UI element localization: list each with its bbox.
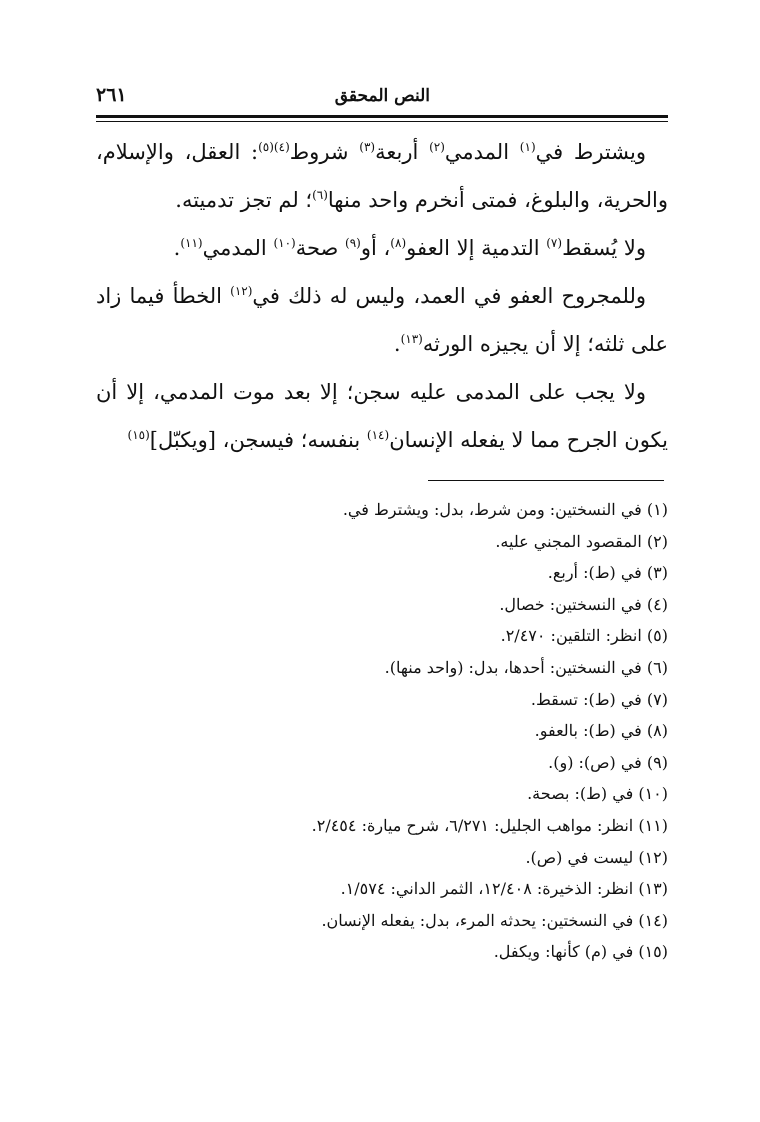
footnote-14: (١٤) في النسختين: يحدثه المرء، بدل: يفعله الإنسان.: [321, 910, 668, 930]
footnote-ref: (١٤): [366, 428, 390, 442]
text-run: صحة: [295, 236, 346, 260]
footnote-15: (١٥) في (م) كأنها: ويكفل.: [493, 942, 668, 962]
footnote-8: (٨) في (ط): بالعفو.: [534, 721, 668, 741]
text-run: ويشترط في: [535, 140, 646, 164]
text-run: وللمجروح العفو في العمد، وليس له ذلك في: [252, 284, 646, 308]
footnote-ref: (٢): [429, 140, 445, 154]
footnote-ref: (١٠): [273, 236, 296, 250]
footnote-ref: (١٥): [127, 428, 150, 442]
main-text: [96, 128, 668, 464]
text-run: ولا يجب على المدمى عليه سجن؛ إلا بعد موت المدمي، إلا أن يكون الجرح مما لا يفعله الإنسان: [96, 380, 668, 452]
paragraph-3: [96, 272, 668, 368]
text-run: بنفسه؛ فيسجن، [ويكبّل]: [149, 428, 367, 452]
footnote-4: (٤) في النسختين: خصال.: [499, 594, 668, 614]
page-title: النص المحقق: [334, 86, 430, 106]
text-run: التدمية إلا العفو: [406, 236, 547, 260]
text-run: ، أو: [360, 236, 391, 260]
footnote-12: (١٢) ليست في (ص).: [525, 847, 668, 867]
footnote-3: (٣) في (ط): أربع.: [547, 563, 668, 583]
footnote-ref: (١): [519, 140, 536, 154]
footnote-9: (٩) في (ص): (و).: [548, 752, 668, 772]
footnote-ref: (٨): [390, 236, 407, 250]
footnote-13: (١٣) انظر: الذخيرة: ١٢/٤٠٨، الثمر الداني: ١/٥٧٤.: [340, 879, 668, 899]
header-rule-thin: [96, 121, 668, 122]
footnote-1: (١) في النسختين: ومن شرط، بدل: ويشترط في.: [342, 500, 668, 519]
paragraph-1: [96, 128, 668, 224]
text-run: ؛ لم تجز تدميته.: [175, 188, 313, 212]
footnote-5: (٥) انظر: التلقين: ٢/٤٧٠.: [500, 626, 668, 646]
text-run: أربعة: [375, 140, 430, 164]
running-header: [96, 84, 668, 114]
footnote-7: (٧) في (ط): تسقط.: [530, 689, 668, 709]
text-run: المدمي: [202, 236, 274, 260]
text-run: .: [393, 332, 401, 356]
text-run: : العقل، والإسلام، والحرية، والبلوغ، فمتى أنخرم واحد منها: [96, 140, 668, 212]
text-run: ولا يُسقط: [562, 236, 646, 260]
footnote-ref: (١٢): [230, 284, 253, 298]
footnote-ref: (٧): [546, 236, 563, 250]
footnote-2: (٢) المقصود المجني عليه.: [495, 531, 668, 551]
footnote-separator: [428, 480, 664, 481]
paragraph-4: [96, 368, 668, 464]
footnote-11: (١١) انظر: مواهب الجليل: ٦/٢٧١، شرح ميارة: ٢/٤٥٤.: [311, 815, 668, 835]
text-run: الخطأ فيما زاد على ثلثه؛ إلا أن يجيزه الورثه: [96, 284, 668, 356]
footnote-ref: (٦): [312, 188, 328, 202]
footnote-ref: (٣): [359, 140, 376, 154]
footnote-ref: (١٣): [400, 332, 423, 346]
text-run: .: [173, 236, 181, 260]
footnotes: [120, 494, 668, 968]
footnote-ref: (١١): [180, 236, 203, 250]
text-run: المدمي: [444, 140, 520, 164]
header-rule-thick: [96, 115, 668, 118]
paragraph-2: [96, 224, 668, 272]
text-run: شروط: [289, 140, 360, 164]
footnote-10: (١٠) في (ط): بصحة.: [527, 784, 668, 804]
footnote-ref: (٤)(٥): [258, 140, 290, 154]
footnote-6: (٦) في النسختين: أحدها، بدل: (واحد منها).: [384, 657, 668, 677]
page-number: ٢٦١: [96, 84, 127, 106]
footnote-ref: (٩): [345, 236, 361, 250]
